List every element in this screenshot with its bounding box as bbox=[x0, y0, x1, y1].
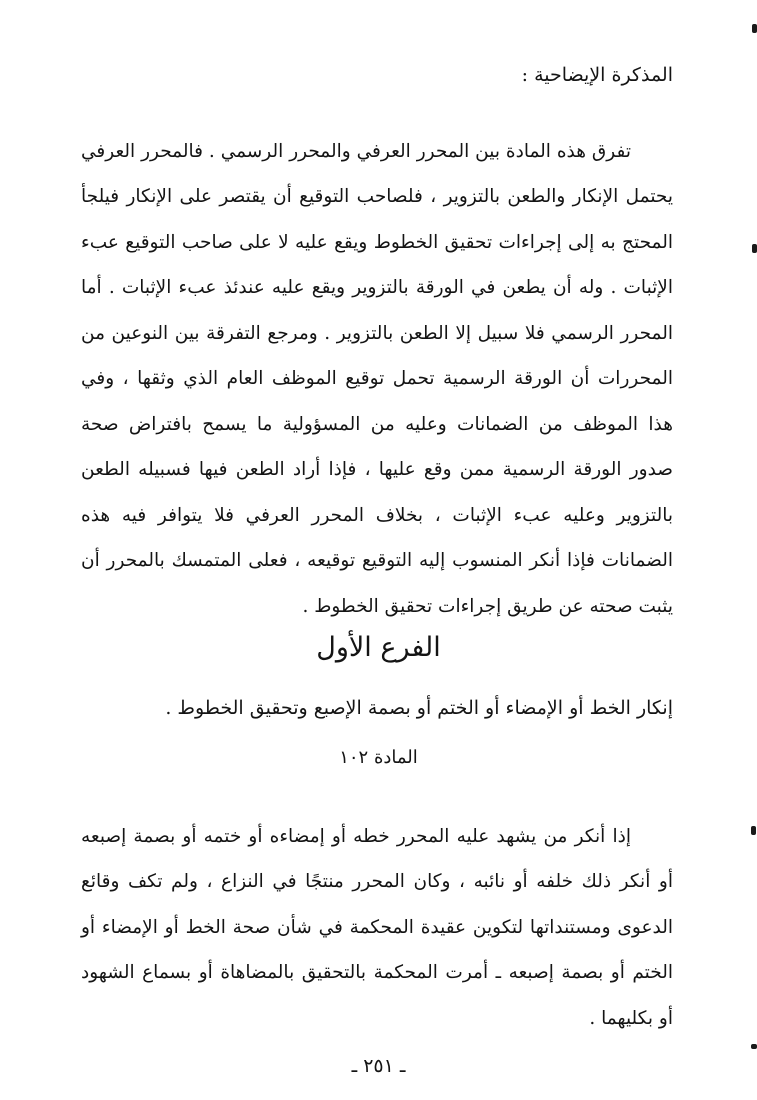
binding-hole-mark bbox=[752, 24, 757, 33]
memo-title: المذكرة الإيضاحية : bbox=[521, 64, 673, 86]
article-number: المادة ١٠٢ bbox=[339, 747, 418, 768]
binding-hole-mark bbox=[751, 826, 756, 835]
section-heading: الفرع الأول bbox=[316, 632, 441, 663]
memo-paragraph: تفرق هذه المادة بين المحرر العرفي والمحرر الرسمي . فالمحرر العرفي يحتمل الإنكار والطعن بالتزوير ، فلصاحب التوقيع أن يقتصر على الإنكار فيلجأ المحتج به إلى إجراءات تحقيق الخطوط ويقع عليه لا على صاحب التوقيع عبء الإثبات . وله أن يطعن في الورقة بالتزوير ويقع عليه عندئذ عبء الإثبات . أما المحرر الرسمي فلا سبيل إلا الطعن بالتزوير . ومرجع التفرقة بين النوعين من المحررات أن الورقة الرسمية تحمل توقيع الموظف العام الذي وثقها ، وفي هذا الموظف من الضمانات وعليه من المسؤولية ما يسمح بافتراض صحة صدور الورقة الرسمية ممن وقع عليها ، فإذا أراد الطعن فيها فسبيله الطعن بالتزوير وعليه عبء الإثبات ، بخلاف المحرر العرفي فلا يتوافر فيه هذه الضمانات فإذا أنكر المنسوب إليه التوقيع توقيعه ، فعلى المتمسك بالمحرر أن يثبت صحته عن طريق إجراءات تحقيق الخطوط . bbox=[81, 140, 673, 617]
article-text: إذا أنكر من يشهد عليه المحرر خطه أو إمضاءه أو ختمه أو بصمة إصبعه أو أنكر ذلك خلفه أو نائبه ، وكان المحرر منتجًا في النزاع ، ولم تكف وقائع الدعوى ومستنداتها لتكوين عقيدة المحكمة في شأن صحة الخط أو الإمضاء أو الختم أو بصمة إصبعه ـ أمرت المحكمة بالتحقيق بالمضاهاة أو بسماع الشهود أو بكليهما . bbox=[81, 825, 673, 1029]
binding-hole-mark bbox=[752, 244, 757, 253]
page-number: ـ ٢٥١ ـ bbox=[351, 1055, 406, 1077]
section-subheading: إنكار الخط أو الإمضاء أو الختم أو بصمة الإصبع وتحقيق الخطوط . bbox=[165, 697, 673, 719]
binding-hole-mark bbox=[751, 1044, 757, 1049]
